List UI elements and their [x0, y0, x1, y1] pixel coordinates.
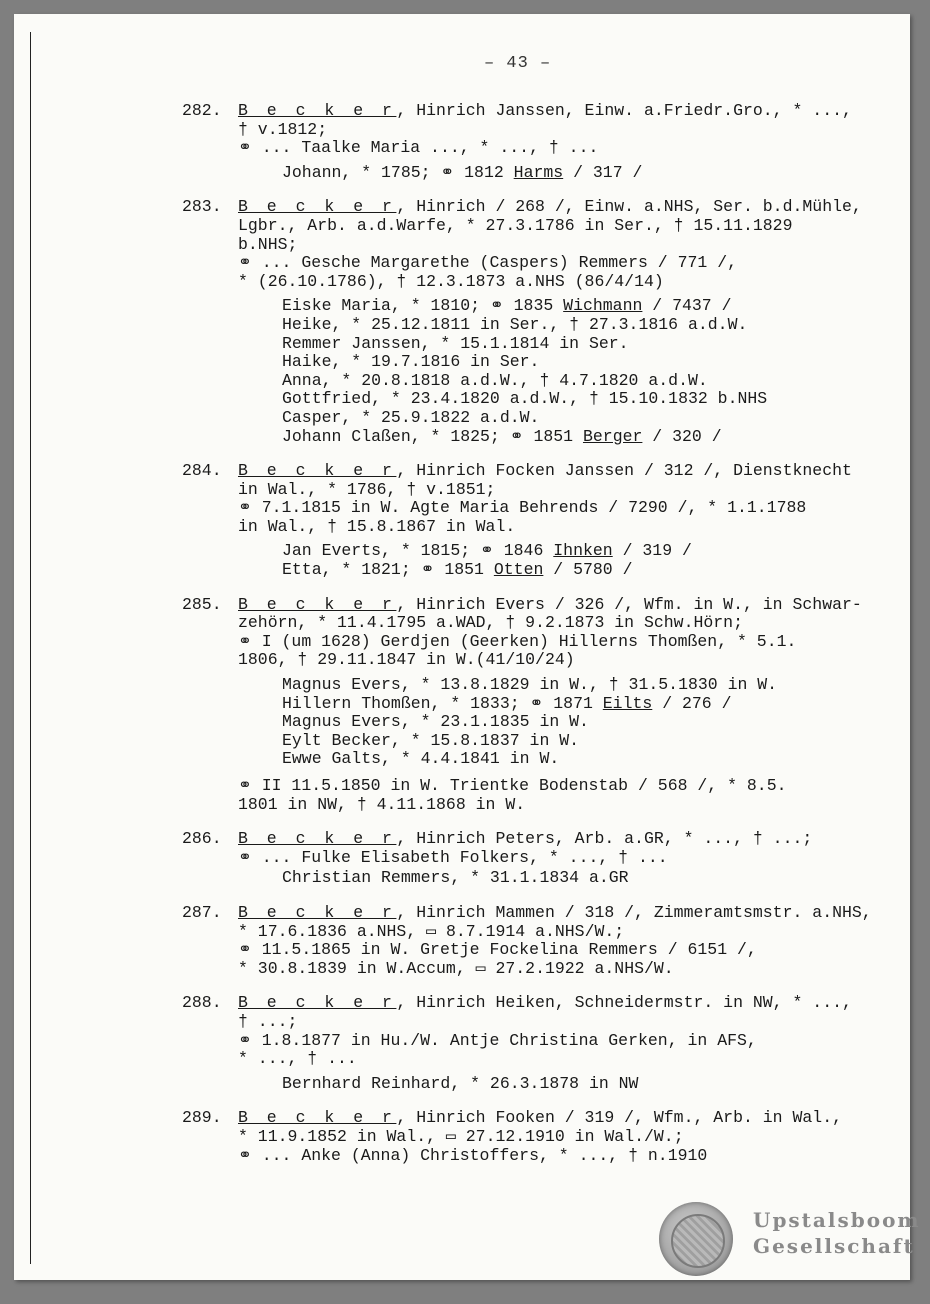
child-row	[282, 695, 910, 714]
entry-line	[238, 254, 910, 273]
second-marriage	[238, 777, 910, 814]
surname: B e c k e r	[238, 829, 397, 849]
child-row	[282, 353, 910, 372]
entry-line	[238, 614, 910, 633]
child-row	[282, 335, 910, 354]
line-text: zehörn, * 11.4.1795 a.WAD, † 9.2.1873 in Schw.Hörn;	[238, 613, 743, 633]
child-row	[282, 409, 910, 428]
child-text: Christian Remmers, * 31.1.1834 a.GR	[282, 868, 629, 888]
line-text: in Wal., * 1786, † v.1851;	[238, 479, 496, 499]
child-text: Magnus Evers, * 23.1.1835 in W.	[282, 712, 589, 732]
entry	[14, 1109, 910, 1165]
entry-line	[238, 139, 910, 158]
child-text: Magnus Evers, * 13.8.1829 in W., † 31.5.1830 in W.	[282, 675, 778, 695]
genealogy-entries	[14, 102, 910, 1181]
child-text: Hillern Thomßen, * 1833; ⚭ 1871	[282, 693, 603, 713]
line-text: † v.1812;	[238, 119, 328, 139]
entry	[14, 994, 910, 1093]
entry-line	[238, 481, 910, 500]
entry	[14, 462, 910, 580]
entry-body	[238, 596, 910, 815]
child-text: Eylt Becker, * 15.8.1837 in W.	[282, 730, 580, 750]
child-surname-link: Wichmann	[563, 296, 643, 316]
child-text: Anna, * 20.8.1818 a.d.W., † 4.7.1820 a.d.W.	[282, 370, 708, 390]
child-surname-link: Eilts	[602, 693, 653, 713]
line-text: , Hinrich Focken Janssen / 312 /, Dienstknecht	[396, 461, 852, 481]
entry-headline	[238, 198, 910, 217]
line-text: ⚭ I (um 1628) Gerdjen (Geerken) Hillerns Thomßen, * 5.1.	[238, 631, 797, 651]
child-surname-link: Berger	[582, 426, 643, 446]
entry-body	[238, 830, 910, 888]
line-text: * (26.10.1786), † 12.3.1873 a.NHS (86/4/14)	[238, 271, 664, 291]
stamp-line1: Upstalsboom	[753, 1208, 921, 1232]
child-row	[282, 750, 910, 769]
entry	[14, 830, 910, 888]
line-text: * 11.9.1852 in Wal., ▭ 27.12.1910 in Wal./W.;	[238, 1126, 684, 1146]
entry-line	[238, 1050, 910, 1069]
child-text: Remmer Janssen, * 15.1.1814 in Ser.	[282, 333, 629, 353]
child-ref: / 276 /	[652, 693, 732, 713]
line-text: , Hinrich Peters, Arb. a.GR, * ..., † ...;	[396, 829, 813, 849]
child-row	[282, 297, 910, 316]
line-text: † ...;	[238, 1011, 298, 1031]
line-text: ⚭ 11.5.1865 in W. Gretje Fockelina Remmers / 6151 /,	[238, 940, 757, 960]
line-text: in Wal., † 15.8.1867 in Wal.	[238, 516, 516, 536]
line-text: , Hinrich Evers / 326 /, Wfm. in W., in Schwar-	[396, 594, 862, 614]
child-row	[282, 428, 910, 447]
child-surname-link: Ihnken	[553, 541, 613, 561]
child-row	[282, 732, 910, 751]
line-text: , Hinrich Mammen / 318 /, Zimmeramtsmstr. a.NHS,	[396, 902, 872, 922]
surname: B e c k e r	[238, 902, 397, 922]
entry	[14, 102, 910, 182]
surname: B e c k e r	[238, 197, 397, 217]
child-text: Johann Claßen, * 1825; ⚭ 1851	[282, 426, 583, 446]
child-text: Heike, * 25.12.1811 in Ser., † 27.3.1816 a.d.W.	[282, 314, 748, 334]
child-ref: / 5780 /	[543, 560, 633, 580]
child-ref: / 320 /	[642, 426, 722, 446]
child-row	[282, 316, 910, 335]
children-list	[282, 1075, 910, 1094]
entry-number: 285.	[182, 594, 222, 614]
entry-body	[238, 198, 910, 446]
entry-body	[238, 102, 910, 182]
entry-number: 288.	[182, 993, 222, 1013]
child-text: Casper, * 25.9.1822 a.d.W.	[282, 407, 540, 427]
child-row	[282, 713, 910, 732]
child-ref: / 317 /	[563, 162, 643, 182]
entry-headline	[238, 904, 910, 923]
child-text: Johann, * 1785; ⚭ 1812	[282, 162, 514, 182]
seal-icon	[659, 1202, 733, 1276]
children-list	[282, 869, 910, 888]
children-list	[282, 297, 910, 446]
line-text: ⚭ ... Taalke Maria ..., * ..., † ...	[238, 138, 599, 158]
child-text: Haike, * 19.7.1816 in Ser.	[282, 352, 540, 372]
child-row	[282, 372, 910, 391]
child-row	[282, 561, 910, 580]
surname: B e c k e r	[238, 993, 397, 1013]
child-text: Jan Everts, * 1815; ⚭ 1846	[282, 541, 554, 561]
entry-line	[238, 1032, 910, 1051]
entry-headline	[238, 596, 910, 615]
entry-line	[238, 217, 910, 236]
line-text: ⚭ ... Gesche Margarethe (Caspers) Remmers / 771 /,	[238, 253, 738, 273]
entry-line	[238, 1013, 910, 1032]
child-surname-link: Harms	[513, 162, 564, 182]
child-row	[282, 542, 910, 561]
entry-headline	[238, 462, 910, 481]
entry-line: 1801 in NW, † 4.11.1868 in W.	[238, 794, 526, 814]
children-list	[282, 676, 910, 769]
child-ref: / 7437 /	[642, 296, 732, 316]
line-text: , Hinrich Janssen, Einw. a.Friedr.Gro., * ...,	[396, 101, 852, 120]
line-text: 1806, † 29.11.1847 in W.(41/10/24)	[238, 650, 575, 670]
child-ref: / 319 /	[612, 541, 692, 561]
child-surname-link: Otten	[493, 560, 544, 580]
child-row	[282, 676, 910, 695]
entry-number: 282.	[182, 101, 222, 120]
line-text: * 30.8.1839 in W.Accum, ▭ 27.2.1922 a.NHS/W.	[238, 958, 674, 978]
line-text: ⚭ 7.1.1815 in W. Agte Maria Behrends / 7290 /, * 1.1.1788	[238, 498, 807, 518]
child-text: Ewwe Galts, * 4.4.1841 in W.	[282, 749, 560, 769]
line-text: , Hinrich / 268 /, Einw. a.NHS, Ser. b.d.Mühle,	[396, 197, 862, 217]
child-row	[282, 869, 910, 888]
entry-line	[238, 121, 910, 140]
children-list	[282, 164, 910, 183]
entry-line	[238, 518, 910, 537]
line-text: * ..., † ...	[238, 1049, 357, 1069]
children-list	[282, 542, 910, 579]
line-text: * 17.6.1836 a.NHS, ▭ 8.7.1914 a.NHS/W.;	[238, 921, 625, 941]
entry-line	[238, 849, 910, 868]
surname: B e c k e r	[238, 101, 397, 120]
entry-line	[238, 923, 910, 942]
entry-line	[238, 273, 910, 292]
entry-body	[238, 904, 910, 978]
line-text: , Hinrich Fooken / 319 /, Wfm., Arb. in Wal.,	[396, 1108, 842, 1128]
surname: B e c k e r	[238, 594, 397, 614]
entry-line	[238, 960, 910, 979]
entry-headline	[238, 102, 910, 121]
entry	[14, 198, 910, 446]
entry-headline	[238, 1109, 910, 1128]
line-text: ⚭ 1.8.1877 in Hu./W. Antje Christina Gerken, in AFS,	[238, 1030, 757, 1050]
entry-number: 283.	[182, 197, 222, 217]
child-text: Eiske Maria, * 1810; ⚭ 1835	[282, 296, 564, 316]
child-row	[282, 164, 910, 183]
page-number: – 43 –	[484, 54, 552, 73]
line-text: ⚭ ... Anke (Anna) Christoffers, * ..., † n.1910	[238, 1145, 708, 1165]
entry-line	[238, 1128, 910, 1147]
entry-headline	[238, 994, 910, 1013]
entry-line	[238, 633, 910, 652]
surname: B e c k e r	[238, 1108, 397, 1128]
entry	[14, 596, 910, 815]
entry-line	[238, 499, 910, 518]
line-text: Lgbr., Arb. a.d.Warfe, * 27.3.1786 in Ser., † 15.11.1829	[238, 215, 793, 235]
child-text: Bernhard Reinhard, * 26.3.1878 in NW	[282, 1073, 639, 1093]
child-text: Gottfried, * 23.4.1820 a.d.W., † 15.10.1832 b.NHS	[282, 389, 768, 409]
entry-body	[238, 1109, 910, 1165]
society-stamp	[659, 1202, 921, 1282]
line-text: , Hinrich Heiken, Schneidermstr. in NW, * ...,	[396, 993, 852, 1013]
line-text: ⚭ ... Fulke Elisabeth Folkers, * ..., † ...	[238, 847, 668, 867]
entry-line	[238, 1147, 910, 1166]
entry-headline	[238, 830, 910, 849]
document-page	[14, 14, 921, 1280]
entry-line	[238, 651, 910, 670]
entry-line: ⚭ II 11.5.1850 in W. Trientke Bodenstab / 568 /, * 8.5.	[238, 776, 787, 795]
entry-number: 287.	[182, 902, 222, 922]
line-text: b.NHS;	[238, 234, 298, 254]
entry-body	[238, 462, 910, 580]
entry-body	[238, 994, 910, 1093]
child-row	[282, 390, 910, 409]
entry-line	[238, 941, 910, 960]
entry-number: 286.	[182, 829, 222, 849]
child-text: Etta, * 1821; ⚭ 1851	[282, 560, 494, 580]
entry-number: 289.	[182, 1108, 222, 1128]
entry	[14, 904, 910, 978]
surname: B e c k e r	[238, 461, 397, 481]
entry-number: 284.	[182, 461, 222, 481]
stamp-line2: Gesellschaft	[753, 1234, 915, 1258]
child-row	[282, 1075, 910, 1094]
entry-line	[238, 236, 910, 255]
